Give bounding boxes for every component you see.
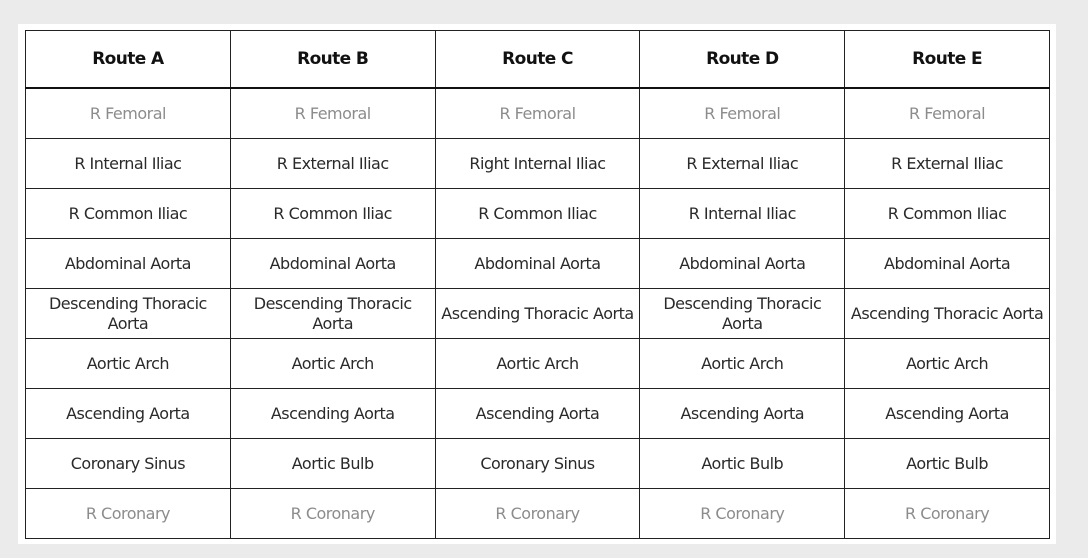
table-cell: Ascending Aorta bbox=[435, 389, 640, 439]
routes-table bbox=[25, 30, 1050, 539]
table-cell: Abdominal Aorta bbox=[230, 239, 435, 289]
header-route-b: Route B bbox=[230, 31, 435, 89]
table-cell: Ascending Aorta bbox=[640, 389, 845, 439]
table-cell: Ascending Thoracic Aorta bbox=[435, 289, 640, 339]
header-route-a: Route A bbox=[26, 31, 231, 89]
table-cell: Aortic Arch bbox=[640, 339, 845, 389]
table-body bbox=[26, 88, 1050, 539]
table-cell: R Coronary bbox=[640, 489, 845, 539]
table-cell: R Common Iliac bbox=[845, 189, 1050, 239]
table-cell: Aortic Arch bbox=[845, 339, 1050, 389]
table-cell: Aortic Arch bbox=[230, 339, 435, 389]
table-cell: Descending Thoracic Aorta bbox=[640, 289, 845, 339]
table-cell: R External Iliac bbox=[845, 139, 1050, 189]
table-cell: Aortic Bulb bbox=[640, 439, 845, 489]
table-row bbox=[26, 289, 1050, 339]
table-row bbox=[26, 189, 1050, 239]
table-cell: Abdominal Aorta bbox=[435, 239, 640, 289]
table-cell: R Coronary bbox=[845, 489, 1050, 539]
table-cell: Descending Thoracic Aorta bbox=[230, 289, 435, 339]
table-cell: Ascending Aorta bbox=[26, 389, 231, 439]
table-row bbox=[26, 339, 1050, 389]
table-cell: Abdominal Aorta bbox=[640, 239, 845, 289]
table-row bbox=[26, 239, 1050, 289]
header-route-d: Route D bbox=[640, 31, 845, 89]
table-cell: R External Iliac bbox=[230, 139, 435, 189]
table-row bbox=[26, 489, 1050, 539]
table-cell: R Femoral bbox=[26, 88, 231, 139]
table-cell: Descending Thoracic Aorta bbox=[26, 289, 231, 339]
table-row bbox=[26, 389, 1050, 439]
header-route-c: Route C bbox=[435, 31, 640, 89]
table-cell: Ascending Aorta bbox=[845, 389, 1050, 439]
header-route-e: Route E bbox=[845, 31, 1050, 89]
table-row bbox=[26, 139, 1050, 189]
table-cell: R Femoral bbox=[845, 88, 1050, 139]
table-cell: R Common Iliac bbox=[26, 189, 231, 239]
table-cell: Right Internal Iliac bbox=[435, 139, 640, 189]
table-cell: Coronary Sinus bbox=[26, 439, 231, 489]
table-cell: R Femoral bbox=[230, 88, 435, 139]
table-cell: Abdominal Aorta bbox=[26, 239, 231, 289]
table-cell: R Common Iliac bbox=[435, 189, 640, 239]
table-cell: Aortic Arch bbox=[435, 339, 640, 389]
table-cell: R Coronary bbox=[435, 489, 640, 539]
table-cell: Aortic Bulb bbox=[845, 439, 1050, 489]
table-row bbox=[26, 88, 1050, 139]
table-cell: Ascending Thoracic Aorta bbox=[845, 289, 1050, 339]
table-cell: R Internal Iliac bbox=[640, 189, 845, 239]
table-cell: R Femoral bbox=[435, 88, 640, 139]
table-cell: R Coronary bbox=[230, 489, 435, 539]
header-row bbox=[26, 31, 1050, 89]
table-cell: Coronary Sinus bbox=[435, 439, 640, 489]
table-cell: Aortic Arch bbox=[26, 339, 231, 389]
table-cell: R Common Iliac bbox=[230, 189, 435, 239]
table-cell: R Femoral bbox=[640, 88, 845, 139]
table-cell: R Coronary bbox=[26, 489, 231, 539]
table-cell: Abdominal Aorta bbox=[845, 239, 1050, 289]
table-cell: Ascending Aorta bbox=[230, 389, 435, 439]
table-row bbox=[26, 439, 1050, 489]
table-cell: R Internal Iliac bbox=[26, 139, 231, 189]
table-cell: Aortic Bulb bbox=[230, 439, 435, 489]
table-header bbox=[26, 31, 1050, 89]
table-cell: R External Iliac bbox=[640, 139, 845, 189]
